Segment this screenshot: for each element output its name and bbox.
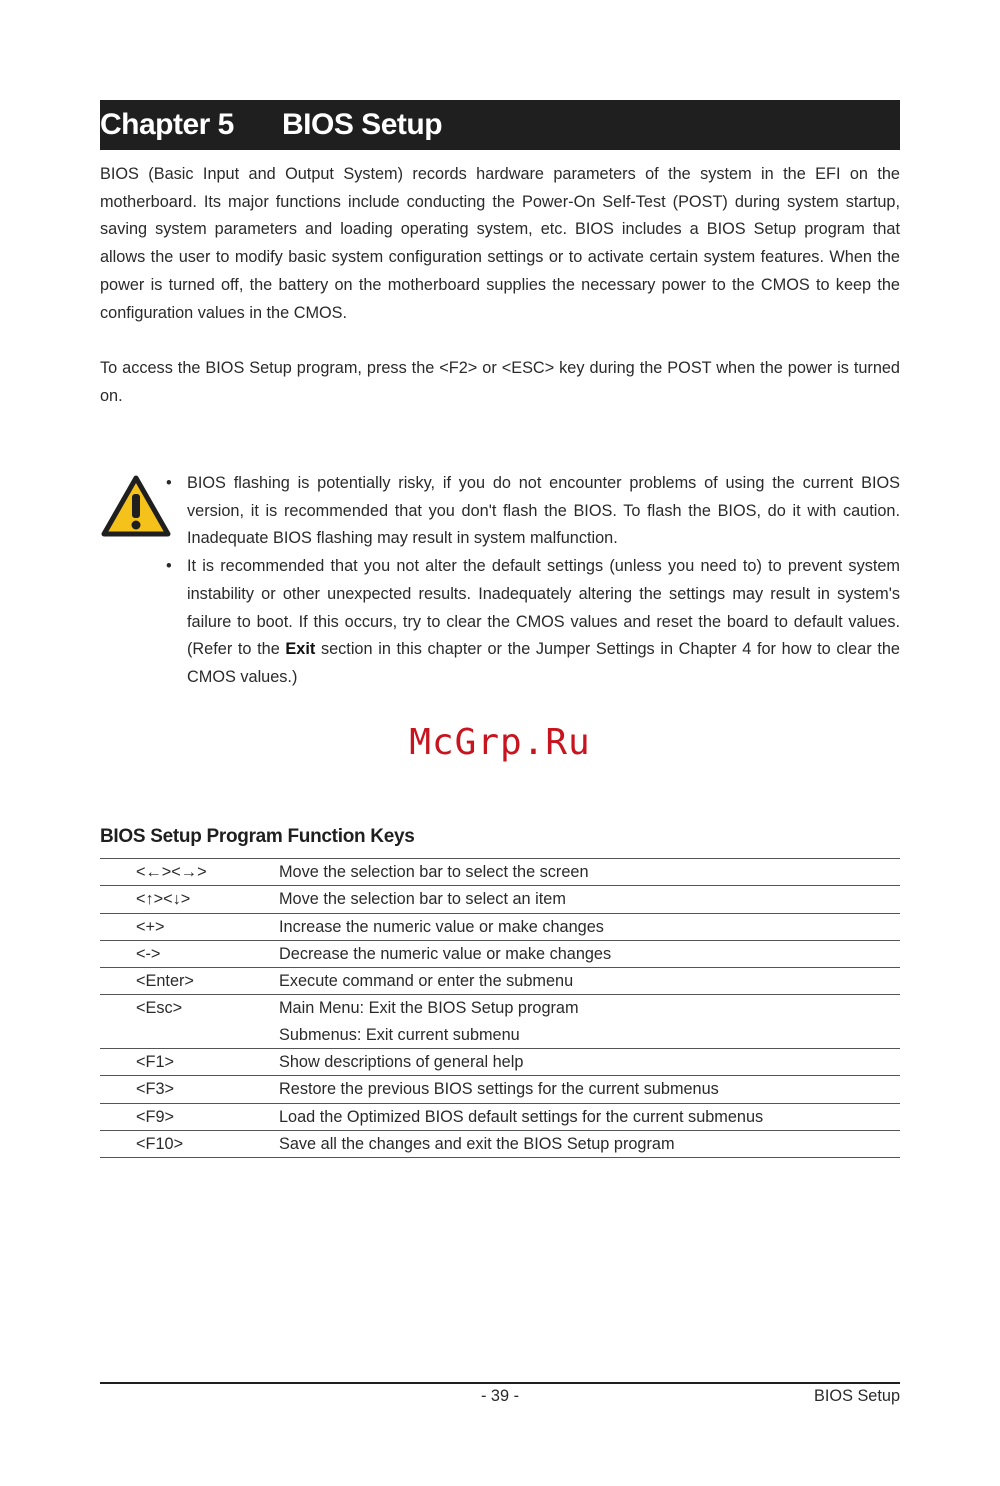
function-key-description <box>279 886 900 913</box>
function-key: <↑><↓> <box>136 890 191 909</box>
table-row <box>100 1049 900 1076</box>
warning-note <box>166 553 900 692</box>
chapter-number: Chapter 5 <box>100 108 234 141</box>
function-key-description <box>279 968 900 995</box>
footer-divider <box>100 1382 900 1384</box>
table-row <box>100 995 900 1049</box>
warning-triangle-icon <box>99 472 173 540</box>
table-row <box>100 940 900 967</box>
function-key: <Esc> <box>136 999 183 1018</box>
function-key-description <box>279 940 900 967</box>
table-row <box>100 1076 900 1103</box>
table-row <box>100 1130 900 1157</box>
warning-note-text: BIOS flashing is potentially risky, if you do not encounter problems of using the current BIOS version, it is recommended that you don't flash the BIOS. To flash the BIOS, do it with caution. Inadequate BIOS flashing may result in system malfunction. <box>187 474 900 548</box>
function-key: <←><→> <box>136 863 207 881</box>
description-line: Load the Optimized BIOS default settings for the current submenus <box>279 1107 764 1126</box>
table-row <box>100 859 900 886</box>
bullet: • <box>166 474 172 492</box>
function-key-description <box>279 1076 900 1103</box>
access-paragraph: To access the BIOS Setup program, press the <F2> or <ESC> key during the POST when the power is turned on. <box>100 359 900 405</box>
function-key-description <box>279 913 900 940</box>
page-number: - 39 - <box>480 1387 519 1405</box>
table-row <box>100 1103 900 1130</box>
function-key: <F9> <box>136 1107 175 1126</box>
function-key: <+> <box>136 917 165 936</box>
table-row <box>100 968 900 995</box>
bullet: • <box>166 557 172 576</box>
intro-paragraph: BIOS (Basic Input and Output System) records hardware parameters of the system in the EFI on the motherboard. Its major functions include conducting the Power-On Self-Test (POST) during system startup, saving system parameters and loading operating system, etc. BIOS includes a BIOS Setup program that allows the user to modify basic system configuration settings or to activate certain system features. When the power is turned off, the battery on the motherboard supplies the necessary power to the CMOS to keep the configuration values in the CMOS. <box>100 165 900 322</box>
function-key-description <box>279 1130 900 1157</box>
description-line: Move the selection bar to select an item <box>279 890 566 909</box>
function-key-description <box>279 1049 900 1076</box>
description-line: Execute command or enter the submenu <box>279 972 574 991</box>
function-key: <Enter> <box>136 972 194 991</box>
function-keys-table <box>100 858 900 1158</box>
watermark: McGrp.Ru <box>409 722 591 763</box>
table-row <box>100 913 900 940</box>
description-line: Save all the changes and exit the BIOS Setup program <box>279 1134 675 1153</box>
function-key: <-> <box>136 944 161 963</box>
footer-section-title: BIOS Setup <box>814 1387 900 1405</box>
warning-note <box>166 470 900 553</box>
description-line: Move the selection bar to select the screen <box>279 863 589 881</box>
function-key: <F1> <box>136 1053 175 1072</box>
function-key: <F3> <box>136 1080 175 1099</box>
description-line: Increase the numeric value or make changes <box>279 917 604 936</box>
chapter-header <box>100 100 900 150</box>
chapter-title: BIOS Setup <box>282 108 443 141</box>
warning-note-text: It is recommended that you not alter the default settings (unless you need to) to prevent system instability or other unexpected results. Inadequately altering the settings may result in system's failure to boot. If this occurs, try to clear the CMOS values and reset the board to default values. (Refer to the <box>187 557 900 659</box>
function-key-description <box>279 995 900 1049</box>
description-line: Main Menu: Exit the BIOS Setup program <box>279 999 579 1018</box>
function-keys-heading: BIOS Setup Program Function Keys <box>100 826 415 847</box>
function-key: <F10> <box>136 1134 184 1153</box>
description-line: Show descriptions of general help <box>279 1053 524 1072</box>
description-line: Decrease the numeric value or make changes <box>279 944 612 963</box>
table-row <box>100 886 900 913</box>
description-line: Submenus: Exit current submenu <box>279 1025 520 1044</box>
warning-note-text: section in this chapter or the Jumper Settings in Chapter 4 for how to clear the CMOS values.) <box>187 640 900 686</box>
warning-notes <box>166 470 900 692</box>
exit-section-reference: Exit <box>285 640 316 659</box>
function-key-description <box>279 1103 900 1130</box>
function-key-description <box>279 859 900 886</box>
description-line: Restore the previous BIOS settings for the current submenus <box>279 1080 719 1099</box>
